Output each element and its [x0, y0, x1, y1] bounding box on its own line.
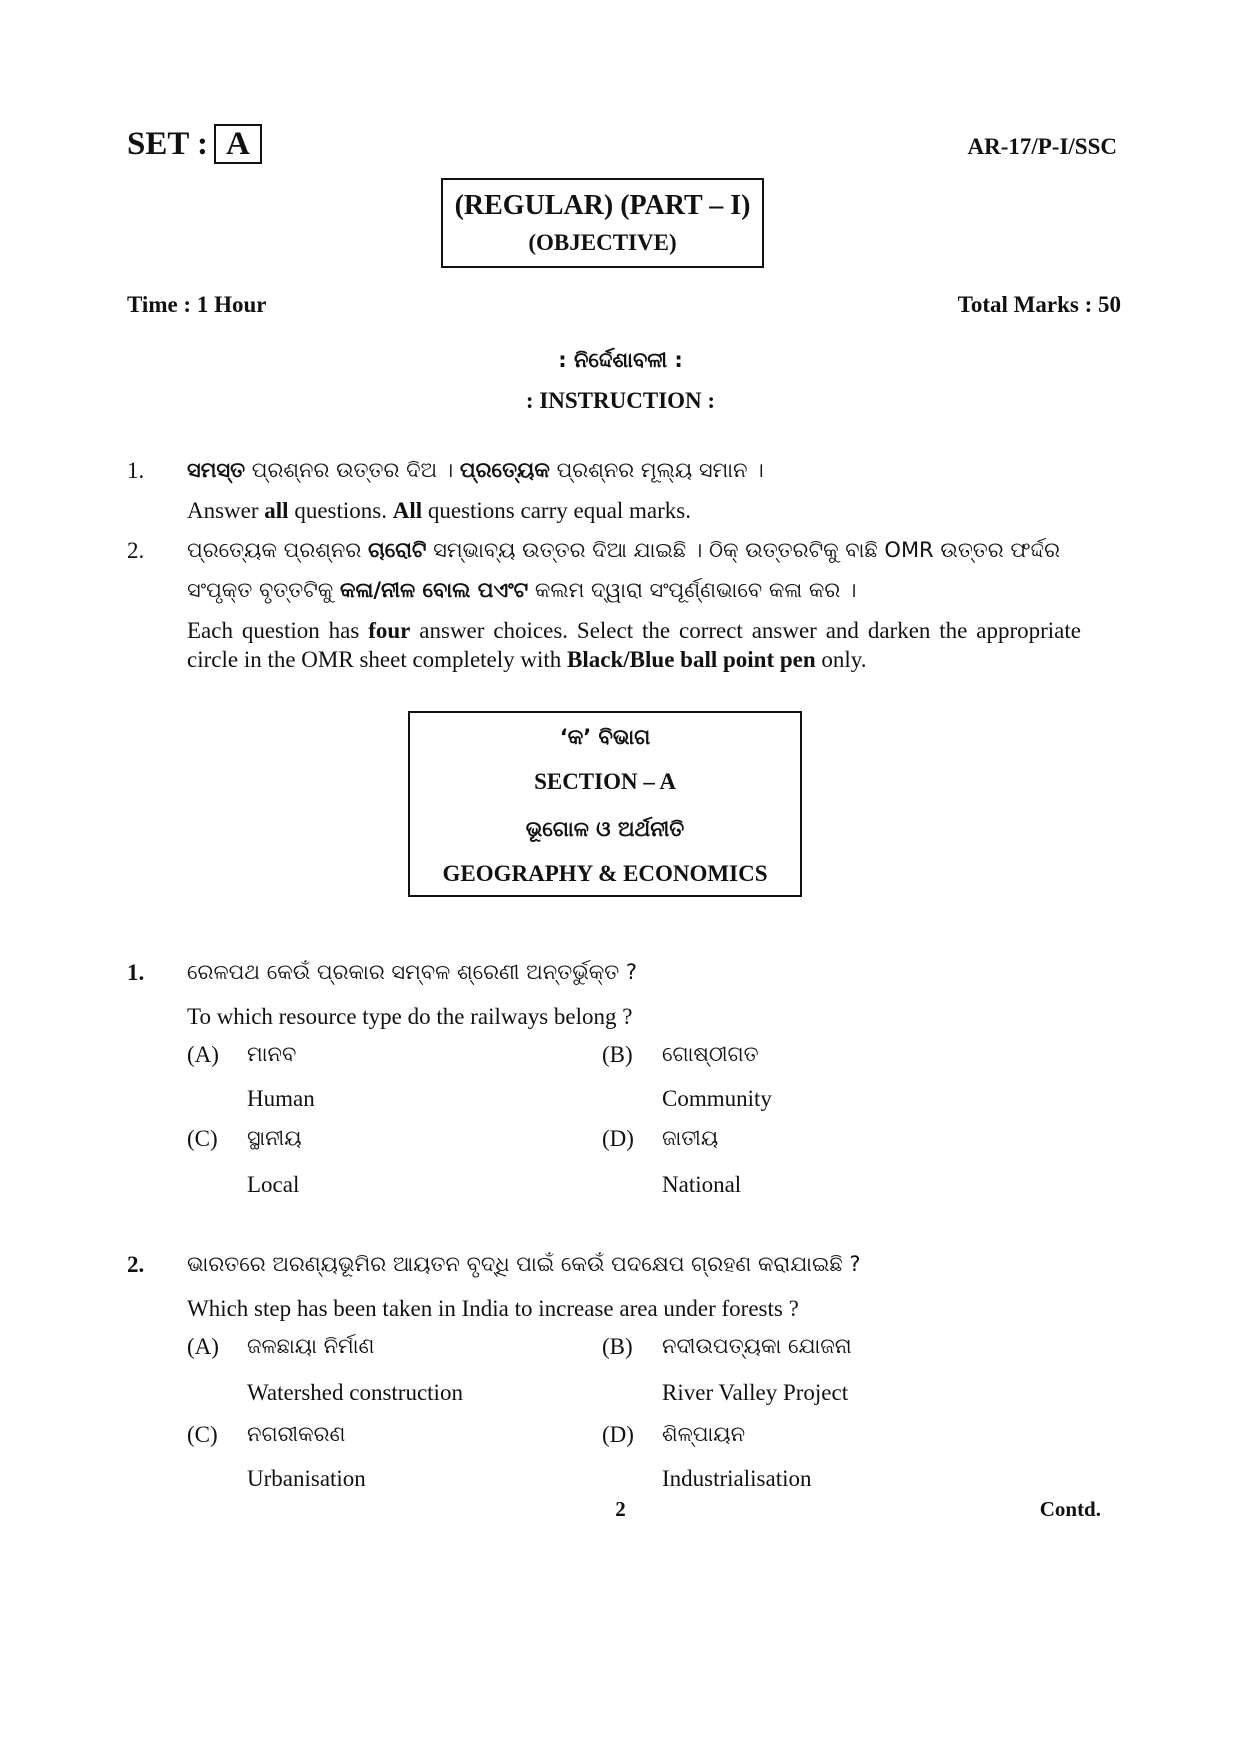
text-run: Answer	[187, 498, 265, 523]
option-text-odia: ସ୍ଥାନୀୟ	[247, 1126, 302, 1150]
instruction-number: 2.	[127, 538, 145, 563]
page-number: 2	[615, 1497, 626, 1521]
instruction-2-odia-line2	[187, 578, 856, 603]
text-run: questions carry equal marks.	[422, 498, 692, 523]
emphasis-text: ଚାରୋଟି	[367, 538, 427, 562]
option-text-odia: ଜଳଛାୟା ନିର୍ମାଣ	[247, 1334, 375, 1358]
emphasis-text: four	[368, 618, 411, 643]
option-label: (C)	[187, 1126, 218, 1151]
instruction-heading-odia: : ନିର୍ଦ୍ଦେଶାବଳୀ :	[558, 348, 683, 372]
option-text-odia: ମାନବ	[247, 1042, 297, 1066]
question-number: 2.	[127, 1252, 145, 1277]
emphasis-text: all	[264, 498, 289, 523]
title-sub: (OBJECTIVE)	[528, 230, 677, 255]
text-run: only.	[815, 647, 867, 672]
option-text: River Valley Project	[662, 1380, 849, 1405]
option-label: (D)	[602, 1126, 634, 1151]
contd-label: Contd.	[1039, 1497, 1101, 1521]
question-text-odia: ରେଳପଥ କେଉଁ ପ୍ରକାର ସମ୍ବଳ ଶ୍ରେଣୀ ଅନ୍ତର୍ଭୁକ୍ତ ?	[187, 960, 638, 984]
text-run: ସଂପୃକ୍ତ ବୃତ୍ତଟିକୁ	[187, 578, 340, 602]
instruction-1-odia	[187, 458, 764, 483]
section-label-odia: ‘କ’ ବିଭାଗ	[559, 725, 651, 749]
instruction-1-english	[187, 498, 691, 524]
option-text: Local	[247, 1172, 300, 1197]
set-label	[127, 124, 262, 164]
option-label: (B)	[602, 1334, 633, 1359]
emphasis-text: Black/Blue ball point pen	[567, 647, 816, 672]
option-text: Community	[662, 1086, 772, 1111]
section-subject: GEOGRAPHY & ECONOMICS	[442, 861, 768, 886]
option-text: Watershed construction	[247, 1380, 463, 1405]
option-text-odia: ଜାତୀୟ	[662, 1126, 719, 1150]
title-box	[441, 178, 764, 268]
text-run: ପ୍ରଶ୍ନର ଉତ୍ତର ଦିଅ ।	[245, 458, 460, 482]
option-text-odia: ନଗରୀକରଣ	[247, 1422, 346, 1446]
time-label: Time : 1 Hour	[127, 292, 267, 317]
option-text: Urbanisation	[247, 1466, 366, 1491]
emphasis-text: କଳା/ନୀଳ ବୋଲ ପଏଂଟ	[339, 578, 529, 602]
instruction-heading: : INSTRUCTION :	[525, 388, 716, 413]
option-text: Industrialisation	[662, 1466, 812, 1491]
option-label: (A)	[187, 1042, 219, 1067]
set-value-box: A	[214, 124, 262, 164]
option-text-odia: ନଦୀଉପତ୍ୟକା ଯୋଜନା	[662, 1334, 852, 1358]
text-run: ପ୍ରତ୍ୟେକ ପ୍ରଶ୍ନର	[187, 538, 368, 562]
text-run: କଲମ ଦ୍ୱାରା ସଂପୂର୍ଣ୍ଣଭାବେ କଳା କର ।	[528, 578, 857, 602]
section-box	[408, 711, 802, 897]
option-text: National	[662, 1172, 742, 1197]
set-prefix: SET :	[127, 126, 209, 162]
instruction-2-odia-line1	[187, 538, 1060, 563]
text-run: ପ୍ରଶ୍ନର ମୂଲ୍ୟ ସମାନ ।	[549, 458, 764, 482]
text-run: questions.	[288, 498, 393, 523]
title-main: (REGULAR) (PART – I)	[454, 190, 751, 221]
instruction-2-english	[187, 616, 1081, 674]
question-text: Which step has been taken in India to increase area under forests ?	[187, 1296, 799, 1321]
section-subject-odia: ଭୂଗୋଳ ଓ ଅର୍ଥନୀତି	[525, 817, 685, 841]
question-number: 1.	[127, 960, 145, 985]
option-text-odia: ଗୋଷ୍ଠୀଗତ	[662, 1042, 759, 1066]
option-label: (A)	[187, 1334, 219, 1359]
option-text-odia: ଶିଳ୍ପାୟନ	[662, 1422, 746, 1446]
instruction-number: 1.	[127, 458, 145, 483]
paper-code: AR-17/P-I/SSC	[967, 134, 1117, 159]
emphasis-text: All	[392, 498, 423, 523]
option-label: (B)	[602, 1042, 633, 1067]
total-marks-label: Total Marks : 50	[957, 292, 1121, 317]
text-run: Each question has	[187, 618, 369, 643]
section-label: SECTION – A	[534, 769, 676, 794]
option-label: (D)	[602, 1422, 634, 1447]
question-text-odia: ଭାରତରେ ଅରଣ୍ୟଭୂମିର ଆୟତନ ବୃଦ୍ଧି ପାଇଁ କେଉଁ ପଦକ୍ଷେପ ଗ୍ରହଣ କରାଯାଇଛି ?	[187, 1252, 861, 1276]
question-text: To which resource type do the railways belong ?	[187, 1004, 633, 1029]
emphasis-text: ସମସ୍ତ	[187, 458, 246, 482]
emphasis-text: ପ୍ରତ୍ୟେକ	[459, 458, 550, 482]
text-run: ସମ୍ଭାବ୍ୟ ଉତ୍ତର ଦିଆ ଯାଇଛି । ଠିକ୍ ଉତ୍ତରଟିକୁ ବାଛି OMR ଉତ୍ତର ଫର୍ଦ୍ଦର	[426, 538, 1061, 562]
option-label: (C)	[187, 1422, 218, 1447]
option-text: Human	[247, 1086, 315, 1111]
text-run: answer choices. Select the correct answer and darken the appropriate circle in the OMR sheet completely with	[187, 618, 1081, 672]
